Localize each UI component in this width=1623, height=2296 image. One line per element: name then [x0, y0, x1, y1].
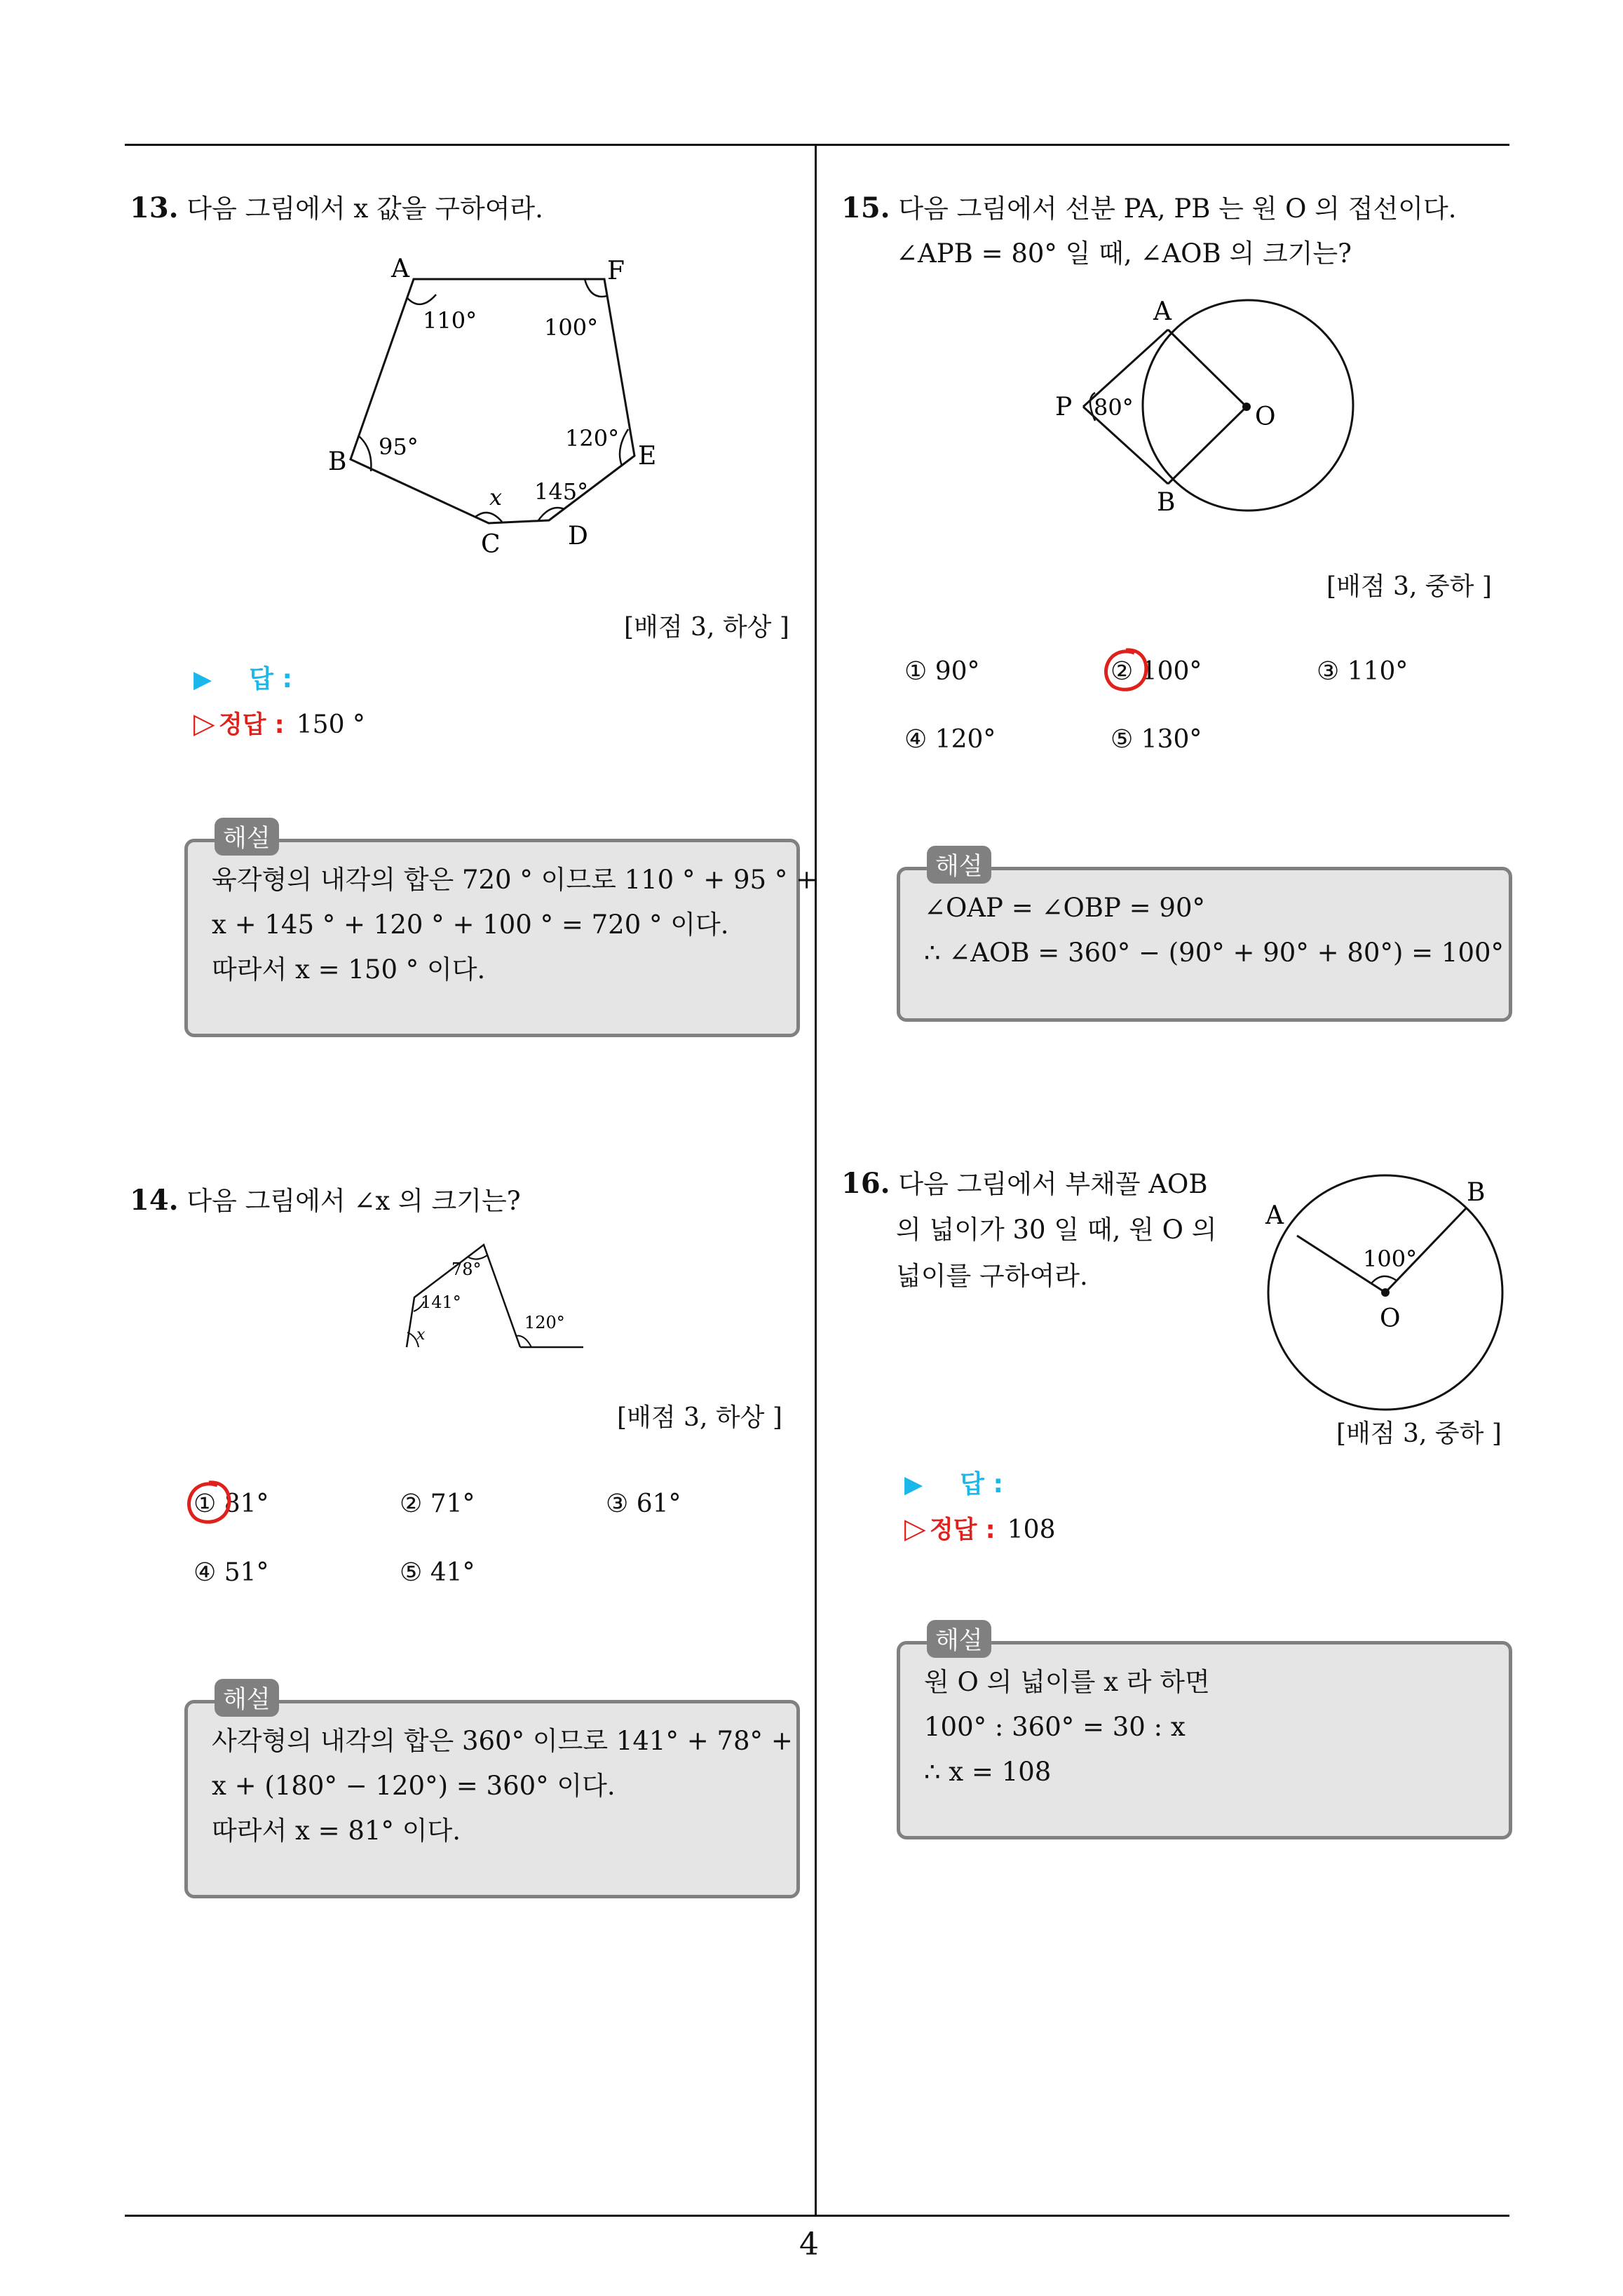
q14-quadrilateral-figure	[400, 1234, 589, 1353]
q16-number: 16.	[841, 1167, 890, 1200]
q13-explain-box	[184, 839, 818, 1037]
angle-D-label: 145°	[534, 478, 589, 505]
q14-number: 14.	[130, 1184, 179, 1217]
correct-arrow-icon: ▷	[904, 1513, 926, 1545]
top-rule	[125, 144, 1509, 146]
q16-correct-row	[904, 1511, 1055, 1546]
column-divider	[815, 144, 817, 2216]
q15-text-1: 다음 그림에서 선분 PA, PB 는 원 O 의 접선이다.	[898, 194, 1457, 224]
q14-choice-4[interactable]: ④ 51°	[193, 1558, 269, 1587]
q13-number: 13.	[130, 191, 179, 224]
q14-choice-2[interactable]: ② 71°	[400, 1490, 475, 1518]
label-angle: 100°	[1363, 1245, 1418, 1272]
answer-arrow-icon: ▶	[904, 1471, 923, 1499]
label-B: B	[1467, 1178, 1486, 1207]
q15-choice-2[interactable]: ② 100°	[1111, 657, 1202, 686]
q15-number: 15.	[841, 191, 890, 224]
q16-explain-line-2: 100° : 360° = 30 : x	[924, 1712, 1186, 1742]
q16-correct-value: 108	[1007, 1515, 1056, 1544]
angle-F-label: 100°	[544, 314, 599, 341]
q15-explain-box	[897, 867, 1512, 1022]
q15-text-2: ∠APB = 80° 일 때, ∠AOB 의 크기는?	[896, 238, 1352, 269]
angle-C-label: x	[489, 484, 503, 511]
q15-choice-1[interactable]: ① 90°	[904, 657, 980, 686]
arc-AOB	[1371, 1276, 1397, 1283]
q15-choice-3[interactable]: ③ 110°	[1317, 657, 1408, 686]
q15-explain-line-2: ∴ ∠AOB = 360° − (90° + 90° + 80°) = 100°	[924, 938, 1505, 968]
q15-explain-tag: 해설	[927, 846, 991, 884]
q16-text-2: 의 넓이가 30 일 때, 원 O 의	[896, 1215, 1217, 1245]
q16-explain-box	[897, 1641, 1512, 1839]
q14-choice-5[interactable]: ⑤ 41°	[400, 1558, 475, 1587]
angle-B-label: 95°	[379, 433, 419, 460]
radius-OB	[1168, 407, 1247, 484]
q15-choice-5[interactable]: ⑤ 130°	[1111, 725, 1202, 754]
q13-score: [배점 3, 하상 ]	[624, 613, 789, 642]
q16-answer-row	[904, 1464, 1003, 1500]
radius-OA	[1168, 330, 1247, 407]
q16-score: [배점 3, 중하 ]	[1336, 1419, 1502, 1448]
bottom-rule	[125, 2215, 1509, 2217]
q16-text-1: 다음 그림에서 부채꼴 AOB	[898, 1169, 1208, 1199]
q14-angle-x: x	[416, 1326, 426, 1344]
q15-explain-line-1: ∠OAP = ∠OBP = 90°	[924, 893, 1206, 923]
label-B: B	[1157, 488, 1176, 517]
vertex-F: F	[607, 257, 625, 285]
q14-explain-line-1: 사각형의 내각의 합은 360° 이므로 141° + 78° +	[212, 1726, 793, 1756]
q13-answer-row	[193, 659, 292, 695]
q16-explain-line-1: 원 O 의 넓이를 x 라 하면	[924, 1667, 1210, 1697]
q14-choice-3[interactable]: ③ 61°	[606, 1490, 681, 1518]
angle-E-label: 120°	[565, 425, 620, 452]
vertex-A: A	[391, 255, 409, 283]
q14-text: 다음 그림에서 ∠x 의 크기는?	[186, 1186, 521, 1216]
q14-score: [배점 3, 하상 ]	[617, 1403, 782, 1432]
q16-answer-label: 답 :	[960, 1470, 1003, 1499]
label-angle-P: 80°	[1094, 394, 1134, 421]
arc-E	[620, 429, 628, 466]
q13-hexagon-figure	[315, 249, 680, 558]
q13-explain-line-2: x + 145 ° + 120 ° + 100 ° = 720 ° 이다.	[212, 910, 729, 940]
q14-explain-box	[184, 1700, 800, 1898]
q16-text-3: 넓이를 구하여라.	[896, 1261, 1088, 1291]
q13-answer-label: 답 :	[249, 665, 292, 694]
arc-C	[475, 513, 502, 522]
q15-tangent-figure	[1045, 288, 1367, 519]
correct-arrow-icon: ▷	[193, 708, 215, 740]
q14-angle-120: 120°	[524, 1313, 565, 1332]
label-P: P	[1055, 393, 1073, 421]
q13-correct-label: 정답 :	[218, 711, 285, 739]
vertex-B: B	[328, 447, 347, 476]
q16-correct-label: 정답 :	[929, 1516, 996, 1544]
q13-explain-tag: 해설	[215, 818, 279, 856]
q14-angle-141: 141°	[421, 1292, 461, 1312]
q14-explain-line-2: x + (180° − 120°) = 360° 이다.	[212, 1771, 616, 1801]
q14-choice-1[interactable]: ① 81°	[193, 1490, 269, 1518]
center-dot	[1381, 1288, 1390, 1297]
label-A: A	[1153, 297, 1172, 326]
q15-choice-4[interactable]: ④ 120°	[904, 725, 996, 754]
q14-selected-circle	[181, 1475, 237, 1532]
q15-selected-circle	[1098, 643, 1154, 699]
q13-question	[130, 186, 543, 231]
q14-explain-tag: 해설	[215, 1679, 279, 1717]
vertex-E: E	[638, 442, 657, 471]
q16-explain-line-3: ∴ x = 108	[924, 1757, 1052, 1787]
q15-score: [배점 3, 중하 ]	[1326, 572, 1492, 601]
arc-78	[468, 1255, 487, 1260]
q13-text: 다음 그림에서 x 값을 구하여라.	[186, 194, 543, 224]
q16-explain-tag: 해설	[927, 1620, 991, 1658]
q13-correct-row	[193, 705, 365, 741]
answer-arrow-icon: ▶	[193, 666, 212, 694]
angle-A-label: 110°	[423, 307, 477, 334]
arc-A	[407, 295, 436, 304]
q13-correct-value: 150 °	[296, 710, 365, 739]
q13-explain-line-3: 따라서 x = 150 ° 이다.	[212, 954, 486, 985]
label-O: O	[1255, 403, 1276, 431]
label-A: A	[1265, 1201, 1284, 1230]
q13-explain-line-1: 육각형의 내각의 합은 720 ° 이므로 110 ° + 95 ° +	[212, 865, 818, 895]
q15-question	[841, 186, 1457, 231]
page-number: 4	[799, 2227, 819, 2262]
q16-sector-figure	[1255, 1164, 1514, 1424]
center-dot	[1242, 403, 1251, 411]
q14-question	[130, 1178, 521, 1224]
q16-question	[841, 1161, 1208, 1207]
label-O: O	[1380, 1304, 1401, 1333]
q14-angle-78: 78°	[451, 1260, 482, 1279]
q14-explain-line-3: 따라서 x = 81° 이다.	[212, 1816, 461, 1846]
vertex-D: D	[568, 522, 588, 551]
vertex-C: C	[481, 530, 501, 558]
